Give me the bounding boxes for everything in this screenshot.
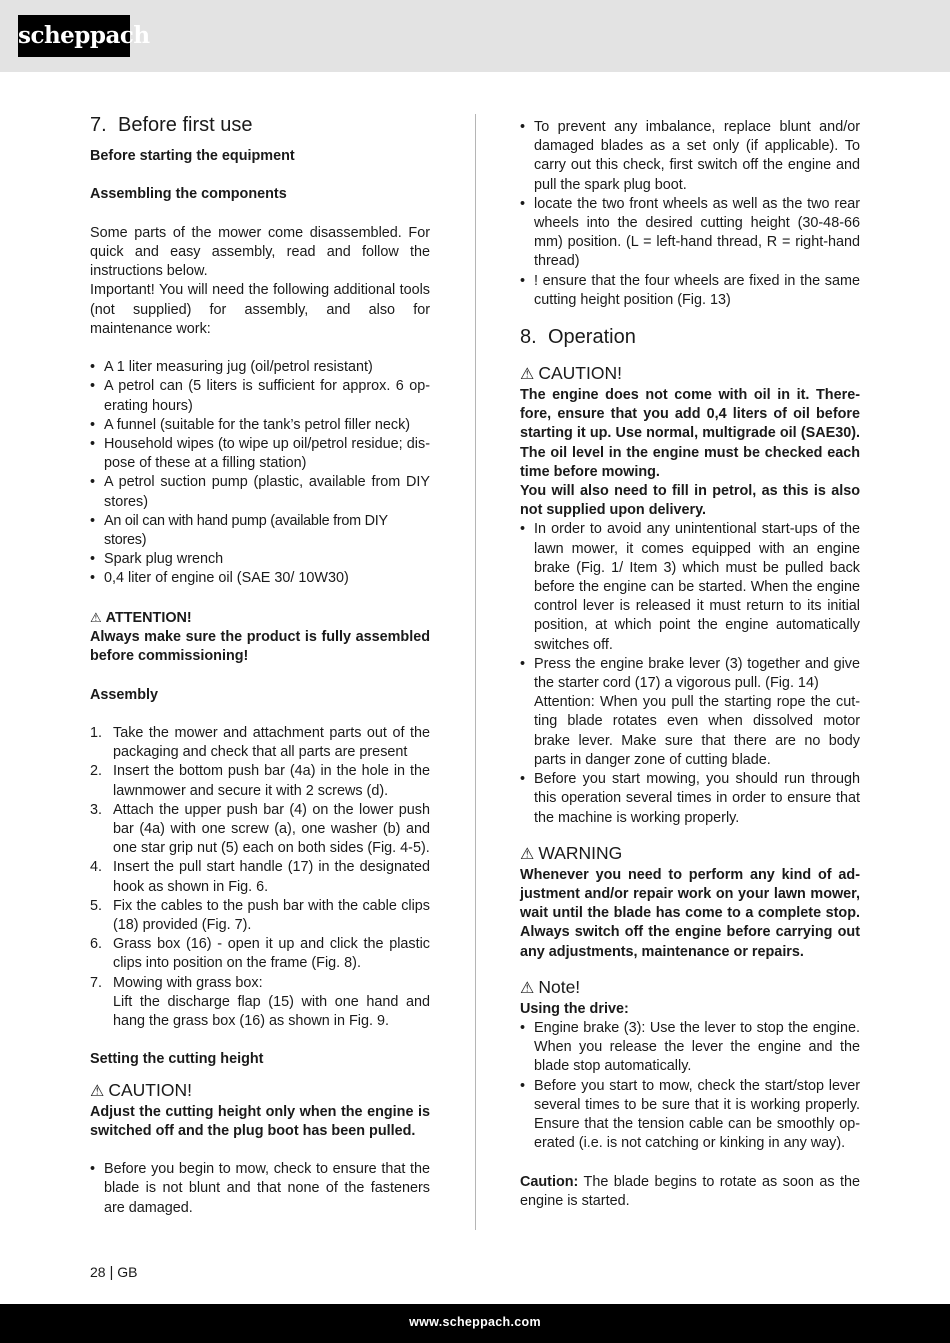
- caution-text-oil: The engine does not come with oil in it. Therefore, ensure that you add 0,4 liters of oil before starting it up. Use normal, multigrade oil (SAE30). The oil level in the engine must be checked each time before mowing.: [520, 387, 860, 480]
- warning-triangle-icon: ⚠: [520, 845, 535, 863]
- operation-list: [520, 520, 860, 827]
- list-item: 5. Fix the cables to the push bar with the cable clips (18) provided (Fig. 7).: [90, 897, 430, 934]
- brand-logo: [18, 15, 150, 57]
- intro-text: Some parts of the mower come disassembled. For quick and easy assembly, read and follow the instructions below.: [90, 224, 430, 280]
- list-item: • Before you start to mow, check the start/stop lever several times to be sure that it is working properly. Ensure that the tension cable can be smoothly operated (i.e. is not catching or kinking in any way).: [520, 1077, 860, 1154]
- warning-triangle-icon: ⚠: [90, 609, 102, 625]
- cutting-height-heading: Setting the cutting height: [90, 1051, 264, 1068]
- list-item: • Spark plug wrench: [90, 550, 430, 569]
- caution-text: Adjust the cutting height only when the engine is switched off and the plug boot has been pulled.: [90, 1103, 430, 1139]
- assembly-steps: [90, 724, 430, 1031]
- caution-heading: ⚠ CAUTION!: [520, 363, 622, 384]
- note-list: [520, 1019, 860, 1153]
- section-7-heading: 7. Before first use: [90, 114, 253, 136]
- attention-text: Always make sure the product is fully assembled before commissioning!: [90, 629, 430, 665]
- warning-text: Whenever you need to perform any kind of adjustment and/or repair work on your lawn mower, wait until the blade has come to a complete stop. Always switch off the engine before carrying out any adjustments, maintenance or repairs.: [520, 866, 860, 960]
- list-item: 7. Mowing with grass box: Lift the discharge flap (15) with one hand and hang the grass box (16) as shown in Fig. 9.: [90, 974, 430, 1030]
- note-subheading: Using the drive:: [520, 1000, 629, 1017]
- list-item: • locate the two front wheels as well as the two rear wheels into the desired cutting height (30-48-66 mm) position. (L = left-hand thread, R = right-hand thread): [520, 195, 860, 272]
- list-item: • A funnel (suitable for the tank’s petrol filler neck): [90, 416, 430, 435]
- list-item: • To prevent any imbalance, replace blunt and/or damaged blades as a set only (if applicable). To carry out this check, first switch off the engine and pull the spark plug boot.: [520, 118, 860, 195]
- column-divider: [475, 114, 476, 1230]
- list-item: • An oil can with hand pump (available from DIY stores): [90, 512, 430, 550]
- list-item: • A petrol suction pump (plastic, available from DIY stores): [90, 473, 430, 511]
- final-caution: Caution: The blade begins to rotate as soon as the engine is started.: [520, 1173, 860, 1209]
- list-item: 6. Grass box (16) - open it up and click the plastic clips into position on the frame (Fig. 8).: [90, 936, 430, 972]
- list-item: 1. Take the mower and attachment parts out of the packaging and check that all parts are present: [90, 725, 430, 761]
- right-column: [520, 118, 860, 1211]
- left-column: [90, 112, 430, 1218]
- list-item: • Before you start mowing, you should run through this operation several times in order to ensure that the machine is working properly.: [520, 770, 860, 828]
- list-item: • A petrol can (5 liters is sufficient for approx. 6 operating hours): [90, 377, 430, 415]
- attention-heading: ⚠ ATTENTION!: [90, 609, 192, 626]
- list-item: • 0,4 liter of engine oil (SAE 30/ 10W30): [90, 569, 430, 588]
- warning-triangle-icon: ⚠: [90, 1082, 105, 1100]
- website-link[interactable]: www.scheppach.com: [409, 1315, 541, 1329]
- warning-triangle-icon: ⚠: [520, 366, 535, 384]
- assembly-heading: Assembly: [90, 686, 158, 703]
- section-8-heading: 8. Operation: [520, 326, 636, 349]
- list-item: 3. Attach the upper push bar (4) on the lower push bar (4a) with one screw (a), one washer (b) and one star grip nut (5) each on both sides (Fig. 4-5).: [90, 801, 430, 857]
- important-text: Important! You will need the following additional tools (not supplied) for assembly, and also for maintenance work:: [90, 282, 430, 337]
- note-heading: ⚠ Note!: [520, 976, 581, 997]
- caution-text-petrol: You will also need to fill in petrol, as this is also not supplied upon delivery.: [520, 483, 860, 519]
- subheading-assembling: Assembling the components: [90, 186, 287, 203]
- caution-heading: ⚠ CAUTION!: [90, 1079, 192, 1100]
- warning-heading: ⚠ WARNING: [520, 842, 623, 863]
- page-number: 28 | GB: [90, 1264, 138, 1281]
- list-item: • ! ensure that the four wheels are fixed in the same cutting height position (Fig. 13): [520, 272, 860, 310]
- tools-list: [90, 358, 430, 588]
- list-item: • Press the engine brake lever (3) together and give the starter cord (17) a vigorous pull. (Fig. 14) Attention: When you pull the starting rope the cutting blade rotates even when dissolved motor brake lever. Make sure that there are no body parts in danger zone of cutting blade.: [520, 655, 860, 770]
- list-item: • In order to avoid any unintentional start-ups of the lawn mower, it comes equipped with an engine brake (Fig. 1/ Item 3) which must be pulled back before the engine can be started. When the engine control lever is released it must return to its initial position, at which point the engine automatically switches off.: [520, 520, 860, 654]
- header-band: [0, 0, 950, 72]
- wheel-list: [520, 118, 860, 310]
- list-item: 4. Insert the pull start handle (17) in the designated hook as shown in Fig. 6.: [90, 859, 430, 895]
- warning-triangle-icon: ⚠: [520, 979, 535, 997]
- list-item: • Engine brake (3): Use the lever to stop the engine. When you release the lever the engine and the blade stop automatically.: [520, 1019, 860, 1077]
- list-item: • Household wipes (to wipe up oil/petrol residue; dispose of these at a filling station): [90, 435, 430, 473]
- list-item: 2. Insert the bottom push bar (4a) in the hole in the lawnmower and secure it with 2 screws (d).: [90, 763, 430, 799]
- cutting-list: [90, 1160, 430, 1218]
- footer-band: [0, 1304, 950, 1343]
- list-item: • Before you begin to mow, check to ensure that the blade is not blunt and that none of the fasteners are damaged.: [90, 1160, 430, 1218]
- subheading-before-starting: Before starting the equipment: [90, 148, 295, 164]
- list-item: • A 1 liter measuring jug (oil/petrol resistant): [90, 358, 430, 377]
- brand-logo-text: scheppach: [18, 22, 150, 49]
